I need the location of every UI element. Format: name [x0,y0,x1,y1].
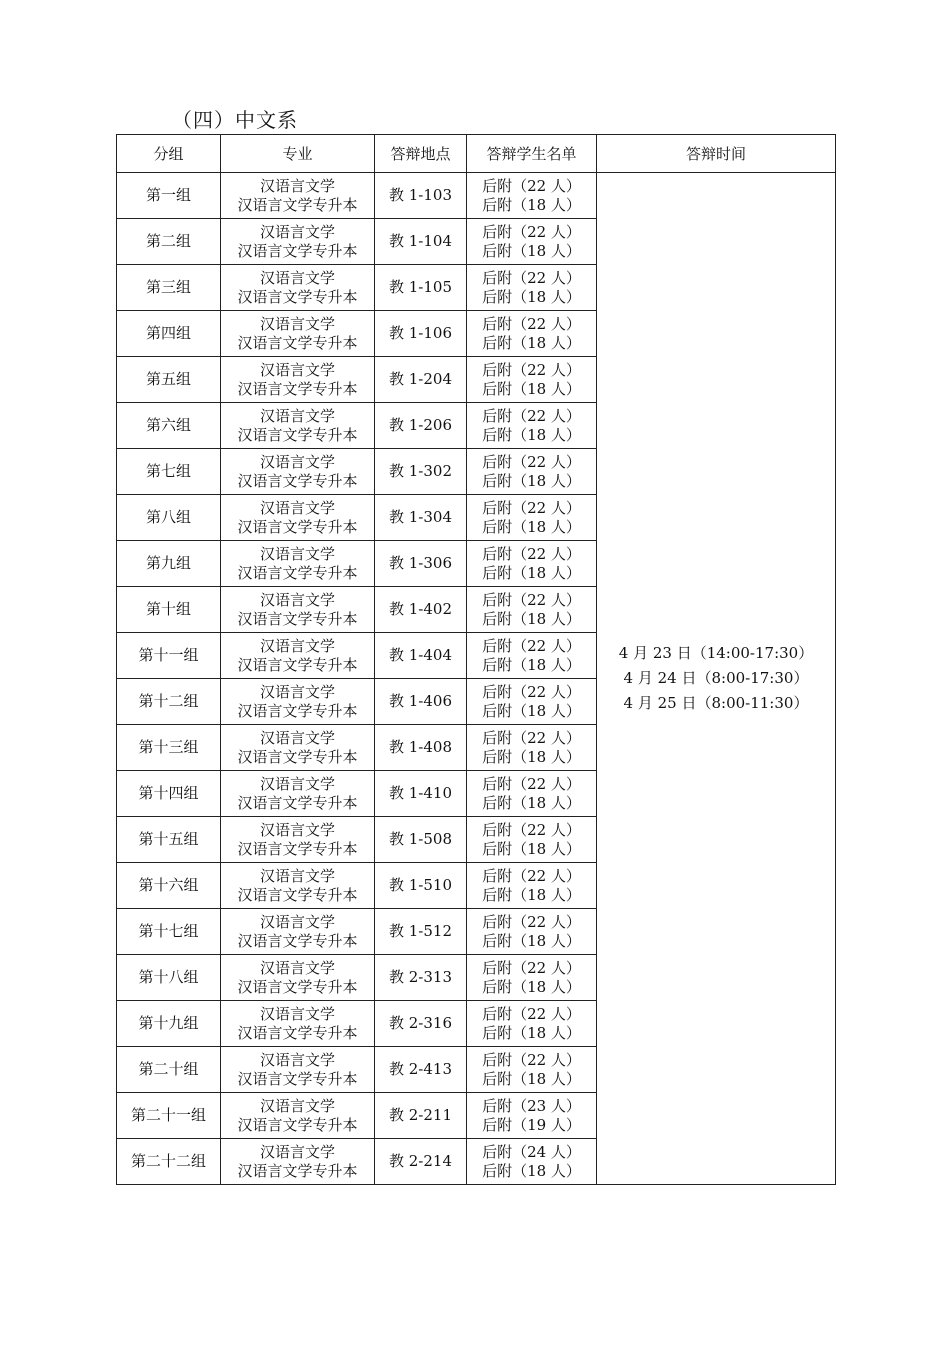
location-cell: 教 1-510 [375,863,467,909]
header-time: 答辩时间 [597,135,836,173]
major-line: 汉语言文学专升本 [237,931,358,950]
student-list-cell [467,449,597,495]
major-line: 汉语言文学专升本 [237,563,358,582]
major-line: 汉语言文学 [259,866,335,885]
major-cell [221,265,375,311]
major-cell [221,541,375,587]
major-line: 汉语言文学 [259,1004,335,1023]
student-list-line: 后附（22 人） [482,452,581,471]
header-student-list: 答辩学生名单 [467,135,597,173]
student-list-cell [467,955,597,1001]
student-list-cell [467,1001,597,1047]
student-list-line: 后附（24 人） [482,1142,581,1161]
student-list-cell [467,1047,597,1093]
student-list-line: 后附（18 人） [482,701,581,720]
student-list-cell [467,863,597,909]
student-list-cell [467,357,597,403]
group-cell: 第十六组 [117,863,221,909]
major-line: 汉语言文学专升本 [237,609,358,628]
student-list-cell [467,219,597,265]
student-list-line: 后附（18 人） [482,977,581,996]
student-list-line: 后附（22 人） [482,406,581,425]
major-line: 汉语言文学专升本 [237,977,358,996]
major-cell [221,173,375,219]
group-cell: 第十四组 [117,771,221,817]
defense-time-cell [597,173,836,1185]
student-list-cell [467,265,597,311]
student-list-line: 后附（18 人） [482,425,581,444]
student-list-line: 后附（22 人） [482,774,581,793]
student-list-cell [467,909,597,955]
location-cell: 教 1-402 [375,587,467,633]
defense-schedule-table [116,134,836,1185]
location-cell: 教 1-106 [375,311,467,357]
group-cell: 第二十一组 [117,1093,221,1139]
major-line: 汉语言文学 [259,590,335,609]
student-list-line: 后附（18 人） [482,793,581,812]
group-cell: 第十九组 [117,1001,221,1047]
student-list-cell [467,587,597,633]
major-cell [221,403,375,449]
group-cell: 第三组 [117,265,221,311]
major-cell [221,495,375,541]
group-cell: 第十三组 [117,725,221,771]
major-line: 汉语言文学 [259,360,335,379]
major-cell [221,817,375,863]
major-cell [221,219,375,265]
major-line: 汉语言文学 [259,1096,335,1115]
major-line: 汉语言文学 [259,498,335,517]
student-list-line: 后附（18 人） [482,1023,581,1042]
student-list-line: 后附（22 人） [482,958,581,977]
location-cell: 教 1-104 [375,219,467,265]
major-line: 汉语言文学专升本 [237,1161,358,1180]
student-list-line: 后附（22 人） [482,1050,581,1069]
major-line: 汉语言文学 [259,268,335,287]
defense-time-line: 4 月 23 日（14:00-17:30） [618,644,814,662]
major-line: 汉语言文学专升本 [237,1115,358,1134]
major-line: 汉语言文学专升本 [237,333,358,352]
student-list-cell [467,403,597,449]
major-cell [221,725,375,771]
student-list-line: 后附（22 人） [482,820,581,839]
major-line: 汉语言文学专升本 [237,701,358,720]
location-cell: 教 1-103 [375,173,467,219]
group-cell: 第十二组 [117,679,221,725]
major-line: 汉语言文学 [259,222,335,241]
student-list-line: 后附（18 人） [482,609,581,628]
location-cell: 教 1-306 [375,541,467,587]
location-cell: 教 2-211 [375,1093,467,1139]
major-line: 汉语言文学专升本 [237,839,358,858]
group-cell: 第八组 [117,495,221,541]
group-cell: 第十组 [117,587,221,633]
major-cell [221,311,375,357]
student-list-line: 后附（22 人） [482,866,581,885]
major-line: 汉语言文学专升本 [237,425,358,444]
student-list-line: 后附（18 人） [482,195,581,214]
location-cell: 教 1-408 [375,725,467,771]
student-list-line: 后附（22 人） [482,728,581,747]
header-location: 答辩地点 [375,135,467,173]
major-line: 汉语言文学专升本 [237,471,358,490]
student-list-cell [467,817,597,863]
group-cell: 第二十二组 [117,1139,221,1185]
table-body [117,173,836,1185]
major-line: 汉语言文学 [259,1142,335,1161]
major-line: 汉语言文学 [259,636,335,655]
group-cell: 第十五组 [117,817,221,863]
student-list-line: 后附（18 人） [482,333,581,352]
major-line: 汉语言文学专升本 [237,793,358,812]
location-cell: 教 1-410 [375,771,467,817]
group-cell: 第五组 [117,357,221,403]
location-cell: 教 1-105 [375,265,467,311]
student-list-cell [467,495,597,541]
student-list-line: 后附（22 人） [482,682,581,701]
major-line: 汉语言文学专升本 [237,1069,358,1088]
student-list-cell [467,633,597,679]
defense-time-line: 4 月 25 日（8:00-11:30） [623,694,809,712]
major-line: 汉语言文学 [259,774,335,793]
student-list-line: 后附（18 人） [482,517,581,536]
student-list-cell [467,173,597,219]
student-list-line: 后附（19 人） [482,1115,581,1134]
major-cell [221,587,375,633]
location-cell: 教 1-512 [375,909,467,955]
student-list-line: 后附（22 人） [482,176,581,195]
major-line: 汉语言文学 [259,912,335,931]
student-list-cell [467,1139,597,1185]
major-cell [221,1001,375,1047]
major-line: 汉语言文学 [259,682,335,701]
group-cell: 第六组 [117,403,221,449]
group-cell: 第一组 [117,173,221,219]
major-line: 汉语言文学 [259,314,335,333]
student-list-line: 后附（18 人） [482,379,581,398]
location-cell: 教 1-302 [375,449,467,495]
student-list-line: 后附（18 人） [482,839,581,858]
student-list-line: 后附（22 人） [482,544,581,563]
student-list-line: 后附（22 人） [482,360,581,379]
location-cell: 教 1-304 [375,495,467,541]
major-line: 汉语言文学 [259,452,335,471]
student-list-line: 后附（22 人） [482,1004,581,1023]
student-list-line: 后附（22 人） [482,268,581,287]
student-list-line: 后附（18 人） [482,931,581,950]
student-list-line: 后附（18 人） [482,471,581,490]
group-cell: 第十八组 [117,955,221,1001]
major-cell [221,955,375,1001]
student-list-cell [467,679,597,725]
location-cell: 教 1-508 [375,817,467,863]
major-line: 汉语言文学 [259,406,335,425]
major-line: 汉语言文学专升本 [237,747,358,766]
location-cell: 教 1-404 [375,633,467,679]
group-cell: 第十七组 [117,909,221,955]
major-line: 汉语言文学专升本 [237,655,358,674]
location-cell: 教 2-313 [375,955,467,1001]
student-list-line: 后附（22 人） [482,498,581,517]
major-cell [221,1093,375,1139]
student-list-cell [467,541,597,587]
major-line: 汉语言文学 [259,176,335,195]
major-cell [221,449,375,495]
student-list-line: 后附（18 人） [482,563,581,582]
major-cell [221,1139,375,1185]
group-cell: 第二组 [117,219,221,265]
major-line: 汉语言文学 [259,544,335,563]
major-line: 汉语言文学 [259,1050,335,1069]
major-line: 汉语言文学专升本 [237,379,358,398]
table-row [117,173,836,219]
major-line: 汉语言文学专升本 [237,1023,358,1042]
student-list-line: 后附（22 人） [482,590,581,609]
header-row [117,135,836,173]
header-major: 专业 [221,135,375,173]
student-list-line: 后附（18 人） [482,287,581,306]
student-list-line: 后附（18 人） [482,885,581,904]
header-group: 分组 [117,135,221,173]
group-cell: 第四组 [117,311,221,357]
student-list-line: 后附（22 人） [482,636,581,655]
group-cell: 第七组 [117,449,221,495]
student-list-line: 后附（18 人） [482,241,581,260]
major-line: 汉语言文学专升本 [237,517,358,536]
group-cell: 第九组 [117,541,221,587]
student-list-cell [467,1093,597,1139]
location-cell: 教 2-214 [375,1139,467,1185]
major-line: 汉语言文学专升本 [237,885,358,904]
location-cell: 教 1-204 [375,357,467,403]
student-list-line: 后附（18 人） [482,1161,581,1180]
major-line: 汉语言文学 [259,820,335,839]
major-cell [221,1047,375,1093]
major-cell [221,863,375,909]
student-list-cell [467,771,597,817]
student-list-line: 后附（22 人） [482,314,581,333]
location-cell: 教 1-206 [375,403,467,449]
section-heading: （四）中文系 [172,108,298,132]
major-cell [221,633,375,679]
location-cell: 教 2-413 [375,1047,467,1093]
student-list-line: 后附（23 人） [482,1096,581,1115]
student-list-line: 后附（18 人） [482,1069,581,1088]
student-list-line: 后附（22 人） [482,912,581,931]
student-list-cell [467,725,597,771]
student-list-cell [467,311,597,357]
major-line: 汉语言文学 [259,728,335,747]
student-list-line: 后附（22 人） [482,222,581,241]
major-line: 汉语言文学专升本 [237,195,358,214]
major-line: 汉语言文学专升本 [237,287,358,306]
group-cell: 第十一组 [117,633,221,679]
major-line: 汉语言文学专升本 [237,241,358,260]
major-cell [221,909,375,955]
major-cell [221,679,375,725]
location-cell: 教 2-316 [375,1001,467,1047]
defense-time-line: 4 月 24 日（8:00-17:30） [623,669,809,687]
major-line: 汉语言文学 [259,958,335,977]
location-cell: 教 1-406 [375,679,467,725]
student-list-line: 后附（18 人） [482,747,581,766]
student-list-line: 后附（18 人） [482,655,581,674]
group-cell: 第二十组 [117,1047,221,1093]
major-cell [221,771,375,817]
major-cell [221,357,375,403]
